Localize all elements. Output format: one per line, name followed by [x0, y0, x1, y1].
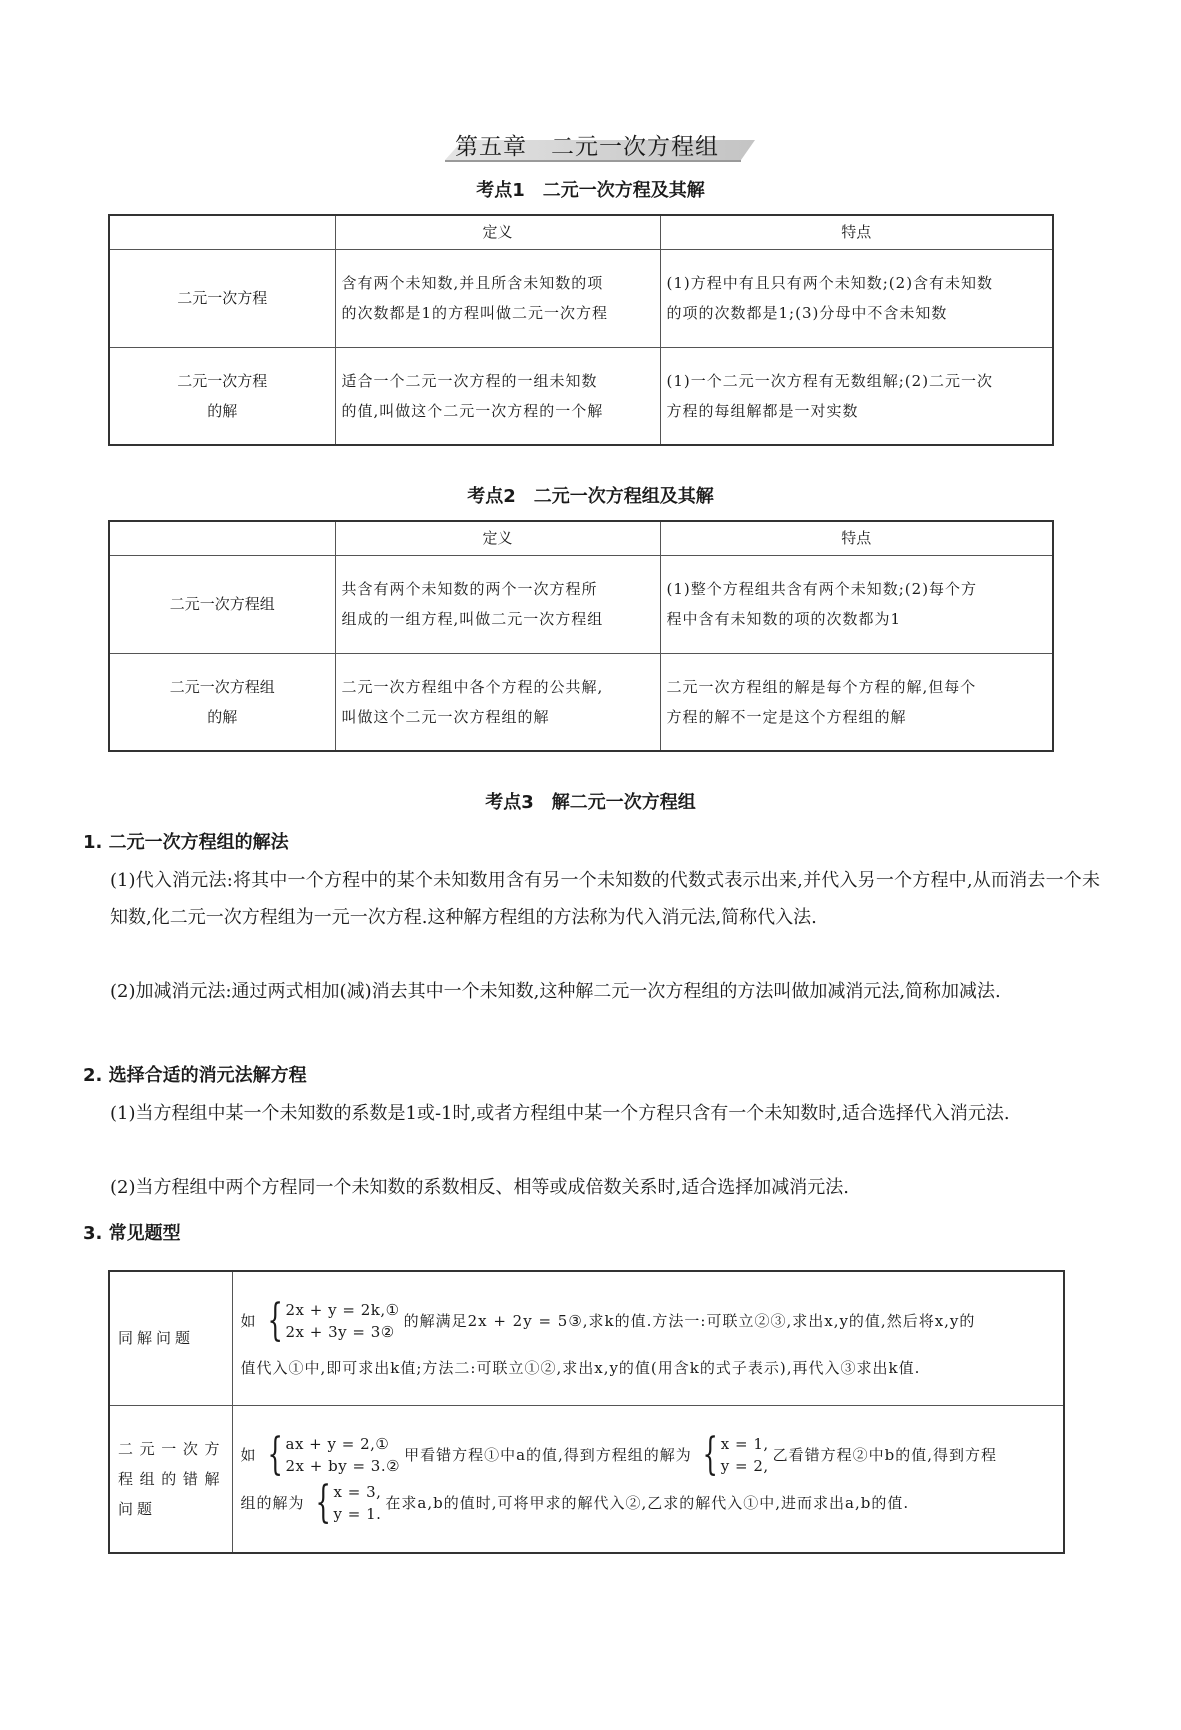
- methods-elimination: (2)加减消元法:通过两式相加(减)消去其中一个未知数,这种解二元一次方程组的方法叫做加减消元法,简称加减法.: [110, 981, 1001, 1002]
- methods-substitution: (1)代入消元法:将其中一个方程中的某个未知数用含有另一个未知数的代数式表示出来,并代入另一个方程中,从而消去一个未知数,化二元一次方程组为一元一次方程.这种解方程组的方法称为代入消元法,简称代入法.: [110, 870, 1100, 928]
- table-row: [109, 1271, 1064, 1405]
- content-line-2: 值代入①中,即可求出k值;方法二:可联立①②,求出x,y的值(用含k的式子表示),再代入③求出k值.: [240, 1358, 921, 1377]
- section-title-1: 考点1 二元一次方程及其解: [476, 180, 705, 201]
- header-feature: 特点: [660, 215, 1053, 249]
- row-definition: 适合一个二元一次方程的一组未知数 的值,叫做这个二元一次方程的一个解: [335, 347, 660, 445]
- row-feature: (1)整个方程组共含有两个未知数;(2)每个方 程中含有未知数的项的次数都为1: [660, 555, 1053, 653]
- equation-1: 2x + y = 2k,①: [285, 1300, 400, 1319]
- content-line-1b: 乙看错方程②中b的值,得到方程: [772, 1446, 998, 1465]
- equation-2: 2x + 3y = 3②: [285, 1322, 395, 1341]
- table-row: [109, 1405, 1064, 1553]
- table-kaodian-2: [108, 520, 1054, 752]
- solution-system-1: { x = 1, y = 2,: [702, 1428, 769, 1480]
- equation-system: [261, 1428, 401, 1480]
- header-definition: 定义: [335, 215, 660, 249]
- table-row: [109, 347, 1053, 445]
- left-brace-icon: {: [267, 1428, 283, 1480]
- content-line-1: 的解满足2x + 2y = 5③,求k的值.方法一:可联立②③,求出x,y的值,然后将x,y的: [403, 1312, 976, 1331]
- table-row: [109, 249, 1053, 347]
- type-content: 如 { ax + y = 2,① 2x + by = 3.② 甲看错方程①中a的值,得到方程组的解为 { x = 1, y = 2, 乙看错方程②中b的值,得到方程 组的解为 { x = 3, y = 1. 在求a,b的值时,可将甲求的解代入②,乙求的解代入①中,进而求出a,b的值.: [232, 1405, 1064, 1553]
- left-brace-icon: {: [702, 1428, 719, 1480]
- choose-elimination: (2)当方程组中两个方程同一个未知数的系数相反、相等或成倍数关系时,适合选择加减消元法.: [110, 1177, 849, 1198]
- methods-heading: 1. 二元一次方程组的解法: [83, 832, 289, 853]
- left-brace-icon: {: [315, 1476, 331, 1528]
- equation-2: 2x + by = 3.②: [285, 1456, 401, 1475]
- header-feature: 特点: [660, 521, 1053, 555]
- row-term: 二元一次方程 的解: [109, 347, 335, 445]
- header-definition: 定义: [335, 521, 660, 555]
- row-definition: 二元一次方程组中各个方程的公共解, 叫做这个二元一次方程组的解: [335, 653, 660, 751]
- solution-system-2: { x = 3, y = 1.: [315, 1476, 382, 1528]
- section-title-3: 考点3 解二元一次方程组: [485, 792, 696, 813]
- types-heading: 3. 常见题型: [83, 1223, 181, 1244]
- row-term: 二元一次方程组 的解: [109, 653, 335, 751]
- choose-heading: 2. 选择合适的消元法解方程: [83, 1065, 307, 1086]
- table-row: [109, 555, 1053, 653]
- chapter-title: 第五章 二元一次方程组: [455, 134, 719, 160]
- table-row: [109, 653, 1053, 751]
- row-definition: 共含有两个未知数的两个一次方程所 组成的一组方程,叫做二元一次方程组: [335, 555, 660, 653]
- row-term: 二元一次方程组: [109, 555, 335, 653]
- table-kaodian-1: [108, 214, 1054, 446]
- row-term: 二元一次方程: [109, 249, 335, 347]
- header-empty: [109, 215, 335, 249]
- table-header-row: [109, 215, 1053, 249]
- left-brace-icon: {: [267, 1294, 283, 1346]
- content-line-2: 在求a,b的值时,可将甲求的解代入②,乙求的解代入①中,进而求出a,b的值.: [385, 1494, 910, 1513]
- row-feature: 二元一次方程组的解是每个方程的解,但每个 方程的解不一定是这个方程组的解: [660, 653, 1053, 751]
- header-empty: [109, 521, 335, 555]
- type-content: 如 { 2x + y = 2k,① 2x + 3y = 3② 的解满足2x + 2y = 5③,求k的值.方法一:可联立②③,求出x,y的值,然后将x,y的 值代入①中,即可求出k值;方法二:可联立①②,求出x,y的值(用含k的式子表示),再代入③求出k值.: [232, 1271, 1064, 1405]
- row-definition: 含有两个未知数,并且所含未知数的项 的次数都是1的方程叫做二元一次方程: [335, 249, 660, 347]
- choose-substitution: (1)当方程组中某一个未知数的系数是1或-1时,或者方程组中某一个方程只含有一个未知数时,适合选择代入消元法.: [110, 1103, 1010, 1124]
- row-feature: (1)一个二元一次方程有无数组解;(2)二元一次 方程的每组解都是一对实数: [660, 347, 1053, 445]
- chapter-title-banner: [445, 128, 755, 162]
- row-feature: (1)方程中有且只有两个未知数;(2)含有未知数 的项的次数都是1;(3)分母中不含未知数: [660, 249, 1053, 347]
- type-label: 二元一次方程组的错解问题: [109, 1405, 232, 1553]
- table-header-row: [109, 521, 1053, 555]
- equation-system: [261, 1294, 400, 1346]
- section-title-2: 考点2 二元一次方程组及其解: [467, 486, 714, 507]
- type-label: 同解问题: [109, 1271, 232, 1405]
- equation-1: ax + y = 2,①: [285, 1434, 390, 1453]
- content-line-1a: 甲看错方程①中a的值,得到方程组的解为: [404, 1446, 692, 1465]
- table-common-types: [108, 1270, 1065, 1554]
